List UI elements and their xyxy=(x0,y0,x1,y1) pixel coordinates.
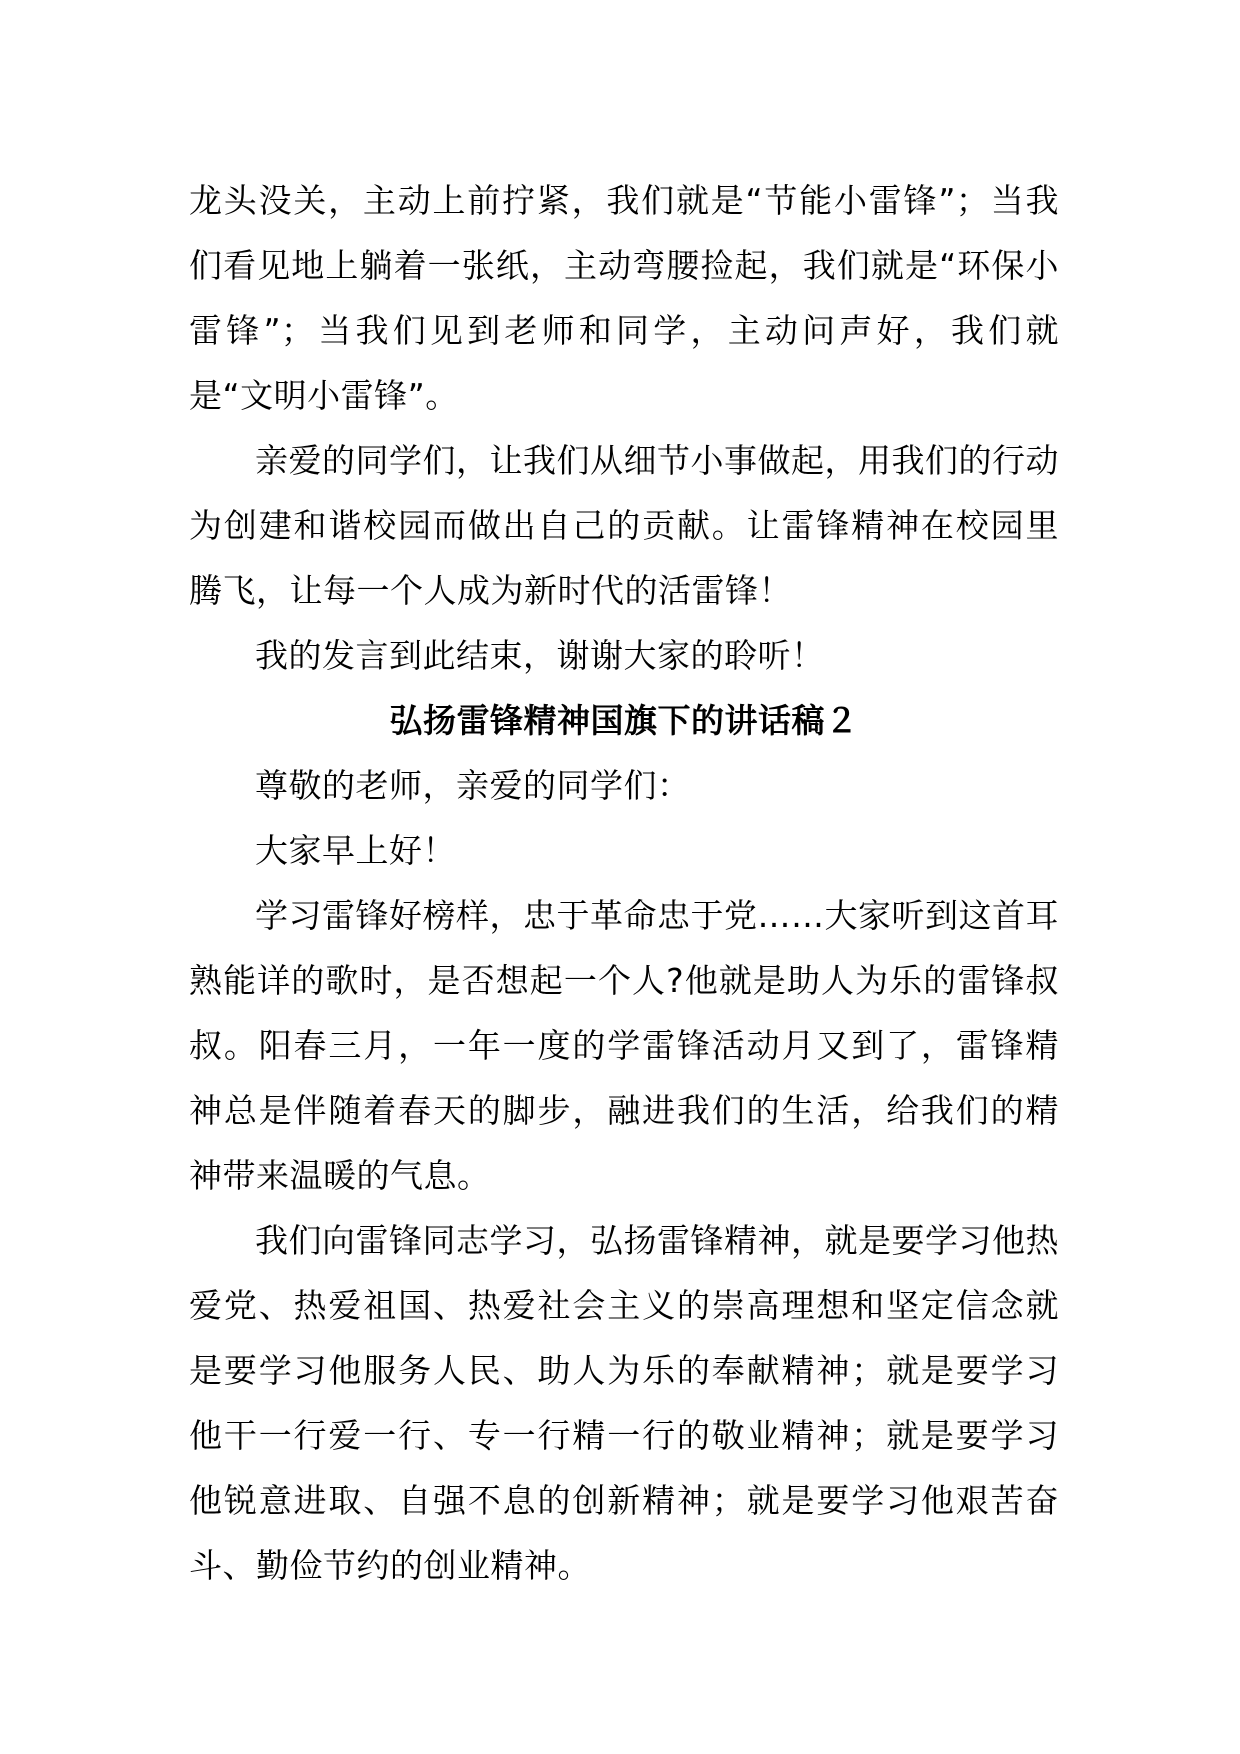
paragraph-greeting: 大家早上好！ xyxy=(255,831,456,870)
paragraph-continuation: 龙头没关，主动上前拧紧，我们就是“节能小雷锋”；当我们看见地上躺着一张纸，主动弯腰捡起，我们就是“环保小雷锋”；当我们见到老师和同学，主动问声好，我们就是“文明小雷锋”。 xyxy=(189,181,1059,415)
paragraph-salutation: 尊敬的老师，亲爱的同学们： xyxy=(255,766,691,805)
section-heading: 弘扬雷锋精神国旗下的讲话稿２ xyxy=(389,701,859,740)
document-body xyxy=(189,168,1059,1598)
paragraph-introduction: 学习雷锋好榜样，忠于革命忠于党……大家听到这首耳熟能详的歌时，是否想起一个人?他就是助人为乐的雷锋叔叔。阳春三月，一年一度的学雷锋活动月又到了，雷锋精神总是伴随着春天的脚步，融进我们的生活，给我们的精神带来温暖的气息。 xyxy=(189,896,1059,1195)
paragraph-learning-spirit: 我们向雷锋同志学习，弘扬雷锋精神，就是要学习他热爱党、热爱祖国、热爱社会主义的崇高理想和坚定信念就是要学习他服务人民、助人为乐的奉献精神；就是要学习他干一行爱一行、专一行精一行的敬业精神；就是要学习他锐意进取、自强不息的创新精神；就是要学习他艰苦奋斗、勤俭节约的创业精神。 xyxy=(189,1221,1059,1585)
paragraph-thanks: 我的发言到此结束，谢谢大家的聆听！ xyxy=(255,636,825,675)
paragraph-closing-appeal: 亲爱的同学们，让我们从细节小事做起，用我们的行动为创建和谐校园而做出自己的贡献。让雷锋精神在校园里腾飞，让每一个人成为新时代的活雷锋！ xyxy=(189,441,1059,610)
